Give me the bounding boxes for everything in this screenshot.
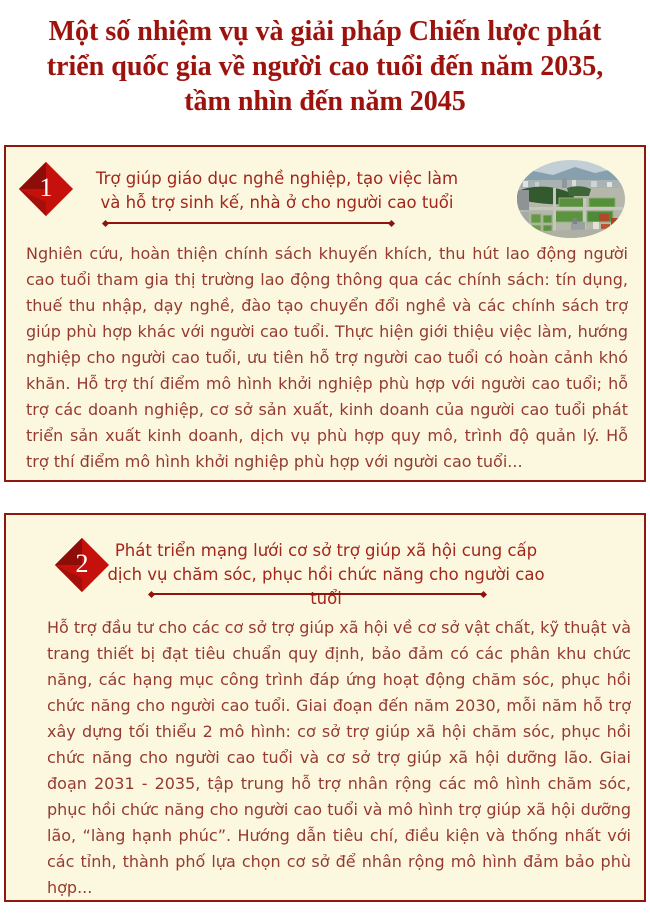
aerial-city-photo [515, 158, 627, 240]
heading-divider [151, 593, 484, 595]
section-card-1 [4, 145, 646, 482]
section-1-heading: Trợ giúp giáo dục nghề nghiệp, tạo việc làm và hỗ trợ sinh kế, nhà ở cho người cao tuổi [95, 169, 459, 212]
heading-divider [105, 222, 392, 224]
page-title: Một số nhiệm vụ và giải pháp Chiến lược phát triển quốc gia về người cao tuổi đến năm 2035, tầm nhìn đến năm 2045 [46, 16, 604, 117]
section-1-number: 1 [39, 173, 53, 202]
section-2-body: Hỗ trợ đầu tư cho các cơ sở trợ giúp xã hội về cơ sở vật chất, kỹ thuật và trang thiết bị đạt tiêu chuẩn quy định, bảo đảm có các phân khu chức năng, các hạng mục công trình đáp ứng hoạt động chăm sóc, phục hồi chức năng cho người cao tuổi. Giai đoạn đến năm 2030, mỗi năm hỗ trợ xây dựng tối thiểu 2 mô hình: cơ sở trợ giúp xã hội chăm sóc, phục hồi chức năng cho người cao tuổi và cơ sở trợ giúp xã hội dưỡng lão. Giai đoạn 2031 - 2035, tập trung hỗ trợ nhân rộng các mô hình chăm sóc, phục hồi chức năng cho người cao tuổi và mô hình trợ giúp xã hội dưỡng lão, “làng hạnh phúc”. Hướng dẫn tiêu chí, điều kiện và thống nhất với các tỉnh, thành phố lựa chọn cơ sở để nhân rộng mô hình đảm bảo phù hợp... [47, 618, 631, 897]
section-card-2 [4, 513, 646, 902]
section-2-heading: Phát triển mạng lưới cơ sở trợ giúp xã hội cung cấp dịch vụ chăm sóc, phục hồi chức năng cho người cao tuổi [107, 541, 545, 608]
section-1-number-badge [18, 161, 74, 217]
section-2-number: 2 [75, 549, 89, 578]
section-1-body: Nghiên cứu, hoàn thiện chính sách khuyến khích, thu hút lao động người cao tuổi tham gia thị trường lao động thông qua các chính sách: tín dụng, thuế thu nhập, dạy nghề, đào tạo chuyển đổi nghề và các chính sách trợ giúp phù hợp khác với người cao tuổi. Thực hiện giới thiệu việc làm, hướng nghiệp cho người cao tuổi, ưu tiên hỗ trợ người cao tuổi có hoàn cảnh khó khăn. Hỗ trợ thí điểm mô hình khởi nghiệp phù hợp với người cao tuổi; hỗ trợ các doanh nghiệp, cơ sở sản xuất, kinh doanh của người cao tuổi phát triển sản xuất kinh doanh, dịch vụ phù hợp quy mô, trình độ quản lý. Hỗ trợ thí điểm mô hình khởi nghiệp phù hợp với người cao tuổi... [26, 244, 628, 471]
section-2-number-badge [54, 537, 110, 593]
